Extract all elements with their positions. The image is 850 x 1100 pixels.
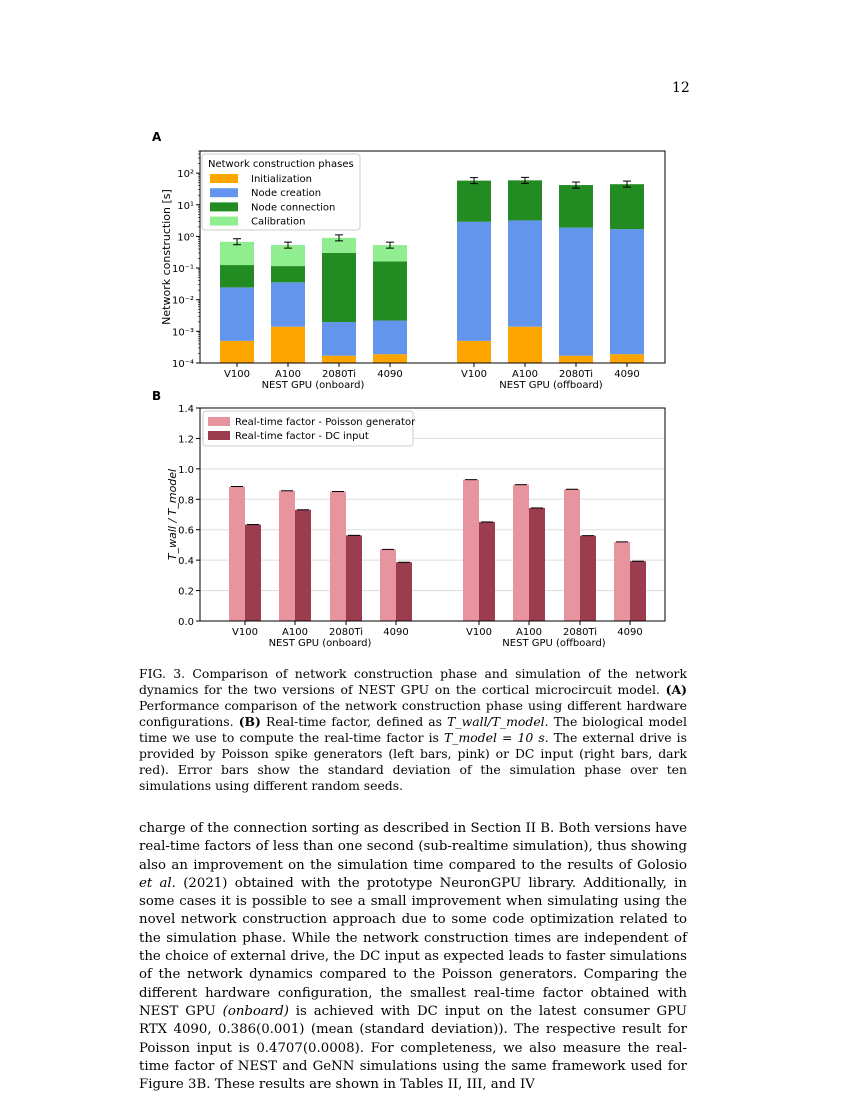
x-tick-label: V100 bbox=[232, 627, 258, 638]
bar-initialization bbox=[457, 341, 491, 363]
bar-poisson bbox=[513, 485, 529, 621]
y-tick-label: 10⁻³ bbox=[171, 327, 194, 339]
bar-poisson bbox=[279, 491, 295, 621]
group-label-onboard: NEST GPU (onboard) bbox=[261, 380, 365, 390]
y-tick-label: 1.2 bbox=[178, 434, 194, 446]
y-axis-label: T_wall / T_model bbox=[166, 468, 179, 561]
bar-dc-input bbox=[245, 525, 261, 621]
legend-entry: Node creation bbox=[251, 188, 322, 200]
legend-title: Network construction phases bbox=[208, 159, 354, 170]
y-tick-label: 1.0 bbox=[178, 464, 194, 476]
y-tick-label: 10⁻² bbox=[171, 295, 194, 307]
bar-node-connection bbox=[457, 181, 491, 222]
y-tick-label: 0.4 bbox=[178, 556, 194, 568]
legend-swatch bbox=[208, 417, 230, 426]
bar-initialization bbox=[220, 341, 254, 363]
bar-node-creation bbox=[559, 228, 593, 356]
x-tick-label: 4090 bbox=[617, 627, 643, 638]
bar-node-connection bbox=[559, 185, 593, 228]
bar-dc-input bbox=[630, 561, 646, 621]
body-part-1: charge of the connection sorting as described in Section II B. Both versions have real-time factors of less than one second (sub-realtime simulation), thus showing also an improvement on the simulation time compared to the results of Golosio bbox=[139, 821, 687, 873]
bar-poisson bbox=[330, 492, 346, 621]
bar-poisson bbox=[463, 480, 479, 621]
bar-node-creation bbox=[610, 229, 644, 354]
group-label-offboard: NEST GPU (offboard) bbox=[499, 380, 603, 390]
bar-dc-input bbox=[479, 522, 495, 621]
x-tick-label: 4090 bbox=[383, 627, 409, 638]
caption-text-2: Performance comparison of the network construction phase using different hardware configurations. bbox=[139, 698, 687, 729]
x-tick-label: A100 bbox=[282, 627, 308, 638]
body-part-3: is achieved with DC input on the latest consumer GPU RTX 4090, 0.386(0.001) (mean (standard deviation)). The respective result for Poisson input is 0.4707(0.0008). For completeness, we also measure the real-time factor of NEST and GeNN simulations using the same framework used for Figure 3B. These results are shown in Tables II, III, and IV bbox=[139, 1003, 688, 1093]
bar-initialization bbox=[271, 327, 305, 363]
caption-text-3: Real-time factor, defined as bbox=[266, 714, 443, 729]
page-number: 12 bbox=[672, 80, 690, 96]
caption-label: FIG. 3. bbox=[139, 666, 186, 681]
body-paragraph bbox=[139, 820, 687, 1094]
figure-caption bbox=[139, 666, 687, 794]
bar-dc-input bbox=[295, 510, 311, 621]
real-time-factor-chart bbox=[0, 398, 850, 648]
legend-entry: Real-time factor - Poisson generator bbox=[235, 417, 416, 428]
y-tick-label: 0.2 bbox=[178, 586, 194, 598]
y-tick-label: 10⁻⁴ bbox=[171, 359, 194, 370]
network-construction-chart bbox=[0, 140, 850, 390]
bar-node-creation bbox=[220, 287, 254, 340]
body-et-al: et al. bbox=[139, 875, 176, 891]
legend-swatch bbox=[208, 431, 230, 440]
y-tick-label: 10² bbox=[177, 169, 194, 181]
group-label-offboard: NEST GPU (offboard) bbox=[502, 638, 606, 648]
caption-a-label: (A) bbox=[665, 682, 687, 697]
y-tick-label: 10¹ bbox=[177, 200, 194, 212]
bar-dc-input bbox=[580, 536, 596, 621]
legend-swatch-node-creation bbox=[210, 188, 238, 197]
x-tick-label: V100 bbox=[466, 627, 492, 638]
bar-poisson bbox=[229, 487, 245, 621]
caption-formula-2: T_model = 10 s. bbox=[444, 730, 549, 745]
x-tick-label: 4090 bbox=[614, 369, 640, 380]
x-tick-label: V100 bbox=[461, 369, 487, 380]
legend-swatch-calibration bbox=[210, 217, 238, 226]
x-tick-label: V100 bbox=[224, 369, 250, 380]
x-tick-label: A100 bbox=[512, 369, 538, 380]
body-part-2: (2021) obtained with the prototype NeuronGPU library. Additionally, in some cases it is possible to see a small improvement when simulating using the novel network construction approach due to some code optimization related to the simulation phase. While the network construction times are independent of the choice of external drive, the DC input as expected leads to faster simulations of the network dynamics compared to the Poisson generators. Comparing the different hardware configuration, the smallest real-time factor obtained with NEST GPU bbox=[139, 875, 687, 1019]
bar-node-creation bbox=[457, 222, 491, 341]
legend-entry: Initialization bbox=[251, 174, 312, 185]
group-label-onboard: NEST GPU (onboard) bbox=[268, 638, 372, 648]
bar-node-creation bbox=[322, 322, 356, 356]
caption-b-label: (B) bbox=[238, 714, 261, 729]
bar-dc-input bbox=[346, 535, 362, 621]
x-tick-label: 2080Ti bbox=[558, 369, 594, 380]
bar-poisson bbox=[564, 489, 580, 621]
legend-entry: Real-time factor - DC input bbox=[235, 431, 369, 442]
x-tick-label: 4090 bbox=[377, 369, 403, 380]
caption-text-1: Comparison of network construction phase and simulation of the network dynamics for the two versions of NEST GPU on the cortical microcircuit model. bbox=[139, 666, 687, 697]
bar-node-connection bbox=[271, 266, 305, 282]
bar-initialization bbox=[373, 354, 407, 363]
caption-formula-1: T_wall/T_model. bbox=[447, 714, 549, 729]
legend-swatch-initialization bbox=[210, 174, 238, 183]
bar-calibration bbox=[220, 242, 254, 265]
bar-dc-input bbox=[396, 562, 412, 621]
panel-label-a: A bbox=[152, 130, 162, 144]
bar-node-connection bbox=[508, 180, 542, 220]
bar-dc-input bbox=[529, 508, 545, 621]
y-tick-label: 0.6 bbox=[178, 525, 194, 537]
bar-initialization bbox=[508, 327, 542, 363]
x-tick-label: 2080Ti bbox=[321, 369, 357, 380]
bar-node-connection bbox=[322, 253, 356, 322]
bar-poisson bbox=[614, 542, 630, 621]
bar-node-creation bbox=[373, 321, 407, 355]
x-tick-label: A100 bbox=[275, 369, 301, 380]
bar-node-connection bbox=[220, 265, 254, 287]
caption-text-4: The biological model time we use to compute the real-time factor is bbox=[139, 714, 687, 745]
x-tick-label: 2080Ti bbox=[562, 627, 598, 638]
panel-label-b: B bbox=[152, 389, 162, 403]
y-axis-label: Network construction [s] bbox=[160, 189, 173, 325]
bar-node-creation bbox=[271, 282, 305, 326]
bar-node-creation bbox=[508, 220, 542, 326]
y-tick-label: 0.8 bbox=[178, 495, 194, 507]
body-onboard: (onboard) bbox=[222, 1003, 289, 1019]
bar-initialization bbox=[610, 354, 644, 363]
y-tick-label: 1.4 bbox=[178, 404, 194, 415]
x-tick-label: 2080Ti bbox=[328, 627, 364, 638]
y-tick-label: 0.0 bbox=[178, 617, 194, 628]
y-tick-label: 10⁻¹ bbox=[171, 264, 194, 276]
bar-initialization bbox=[559, 356, 593, 363]
bar-node-connection bbox=[373, 261, 407, 320]
legend-entry: Node connection bbox=[251, 202, 336, 214]
legend-entry: Calibration bbox=[251, 216, 306, 228]
caption-text-5: The external drive is provided by Poisson spike generators (left bars, pink) or DC input (right bars, dark red). Error bars show the standard deviation of the simulation phase over ten simulations using different random seeds. bbox=[139, 730, 687, 793]
bar-node-connection bbox=[610, 184, 644, 229]
bar-initialization bbox=[322, 356, 356, 363]
x-tick-label: A100 bbox=[516, 627, 542, 638]
bar-poisson bbox=[380, 549, 396, 621]
y-tick-label: 10⁰ bbox=[177, 232, 194, 244]
legend-swatch-node-connection bbox=[210, 202, 238, 211]
